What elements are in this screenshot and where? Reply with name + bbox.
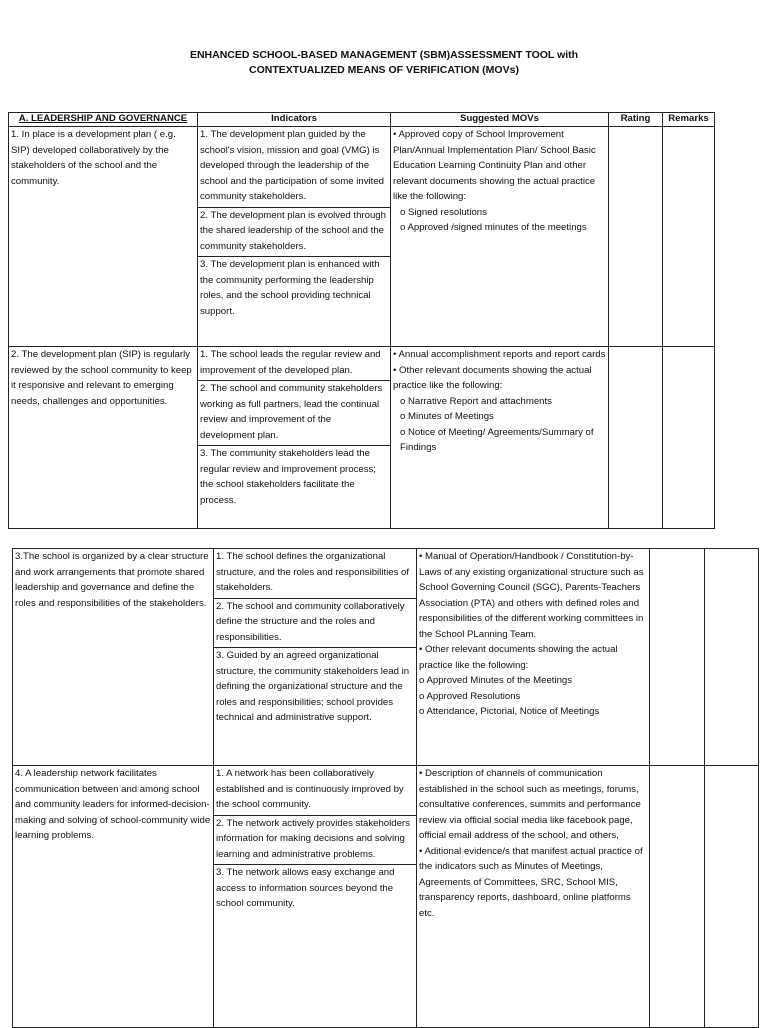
table-header-row (9, 113, 715, 127)
assessment-table-part-1 (8, 112, 715, 529)
mov-item: • Aditional evidence/s that manifest actual practice of the indicators such as Minutes of Meetings, Agreements of Committees, SRC, School MIS, transparency reports, dashboard, online platforms etc. (419, 845, 643, 919)
indicator-item: 1. A network has been collaboratively established and is continuously improved by the school community. (214, 766, 416, 816)
mov-item: • Other relevant documents showing the actual practice like the following: (419, 644, 618, 671)
assessment-table-part-2 (12, 548, 759, 1028)
indicators-cell (214, 766, 417, 1028)
indicators-cell (214, 549, 417, 766)
rating-cell[interactable] (650, 766, 705, 1028)
indicator-item: 1. The school defines the organizational structure, and the roles and responsibilities of stakeholders. (214, 549, 416, 599)
mov-subitem: o Approved Minutes of the Meetings (419, 675, 573, 686)
rating-cell[interactable] (609, 347, 663, 529)
movs-cell (417, 549, 650, 766)
indicator-item: 3. The development plan is enhanced with the community performing the leadership roles, and the school providing technical support. (200, 259, 380, 317)
mov-item: • Annual accomplishment reports and report cards (393, 349, 606, 360)
indicator-item: 2. The network actively provides stakeholders information for making decisions and solving learning and administrative problems. (214, 816, 416, 866)
area-header: A. LEADERSHIP AND GOVERNANCE (9, 113, 198, 127)
movs-cell (391, 127, 609, 347)
indicators-cell (198, 347, 391, 529)
remarks-cell[interactable] (705, 766, 759, 1028)
principle-cell: 2. The development plan (SIP) is regularly reviewed by the school community to keep it responsive and relevant to emerging needs, challenges and opportunities. (9, 347, 198, 529)
mov-subitem: o Signed resolutions (400, 206, 487, 218)
rating-cell[interactable] (609, 127, 663, 347)
movs-cell (391, 347, 609, 529)
indicator-item: 1. The development plan guided by the school's vision, mission and goal (VMG) is developed through the leadership of the school and the participation of some invited community stakeholders. (198, 127, 390, 208)
rating-cell[interactable] (650, 549, 705, 766)
mov-subitem: o Minutes of Meetings (400, 411, 494, 422)
principle-cell: 3.The school is organized by a clear structure and work arrangements that promote shared leadership and governance and define the roles and responsibilities of the stakeholders. (13, 549, 214, 766)
indicator-item: 2. The school and community stakeholders working as full partners, lead the continual review and improvement of the development plan. (198, 381, 390, 446)
indicators-header: Indicators (198, 113, 391, 127)
mov-subitem: o Notice of Meeting/ Agreements/Summary of Findings (400, 426, 594, 453)
indicator-item: 2. The development plan is evolved through the shared leadership of the school and the community stakeholders. (198, 208, 390, 258)
remarks-cell[interactable] (663, 347, 715, 529)
table-row (9, 127, 715, 347)
mov-subitem: o Attendance, Pictorial, Notice of Meetings (419, 706, 600, 717)
table-row (13, 549, 759, 766)
mov-item: • Approved copy of School Improvement Plan/Annual Implementation Plan/ School Basic Education Learning Continuity Plan and other relevant documents showing the actual practice like the following: (393, 129, 596, 202)
mov-item: • Description of channels of communication established in the school such as meetings, forums, consultative conferences, summits and performance review via official social media like facebook page, official email address of the school, and others, (419, 768, 641, 841)
indicator-item: 3. Guided by an agreed organizational structure, the community stakeholders lead in defining the organizational structure and the roles and responsibilities; school provides technical and administrative support. (216, 650, 410, 723)
principle-cell: 1. In place is a development plan ( e.g. SIP) developed collaboratively by the stakeholders of the school and the community. (9, 127, 198, 347)
remarks-header: Remarks (663, 113, 715, 127)
rating-header: Rating (609, 113, 663, 127)
mov-subitem: o Approved Resolutions (419, 690, 521, 702)
indicator-item: 1. The school leads the regular review and improvement of the developed plan. (198, 347, 390, 381)
indicator-item: 3. The network allows easy exchange and access to information sources beyond the school community. (216, 867, 395, 909)
movs-header: Suggested MOVs (391, 113, 609, 127)
table-row (9, 347, 715, 529)
mov-item: • Manual of Operation/Handbook / Constitution-by-Laws of any existing organizational structure such as School Governing Council (SGC), Parents-Teachers Association (PTA) and others with defined roles and responsibilities of the different working committees in the School PLanning Team. (419, 551, 644, 640)
indicator-item: 3. The community stakeholders lead the regular review and improvement process; the school stakeholders facilitate the process. (200, 448, 376, 506)
document-title-line-1: ENHANCED SCHOOL-BASED MANAGEMENT (SBM)ASSESSMENT TOOL with (189, 49, 579, 61)
indicators-cell (198, 127, 391, 347)
indicator-item: 2. The school and community collaboratively define the structure and the roles and responsibilities. (214, 599, 416, 649)
table-row (13, 766, 759, 1028)
mov-subitem: o Approved /signed minutes of the meetings (400, 222, 587, 233)
principle-cell: 4. A leadership network facilitates communication between and among school and community leaders for informed-decision-making and solving of school-community wide learning problems. (13, 766, 214, 1028)
remarks-cell[interactable] (663, 127, 715, 347)
remarks-cell[interactable] (705, 549, 759, 766)
document-title-line-2: CONTEXTUALIZED MEANS OF VERIFICATION (MOVs) (249, 64, 519, 76)
movs-cell (417, 766, 650, 1028)
mov-subitem: o Narrative Report and attachments (400, 395, 552, 407)
mov-item: • Other relevant documents showing the actual practice like the following: (393, 364, 592, 391)
